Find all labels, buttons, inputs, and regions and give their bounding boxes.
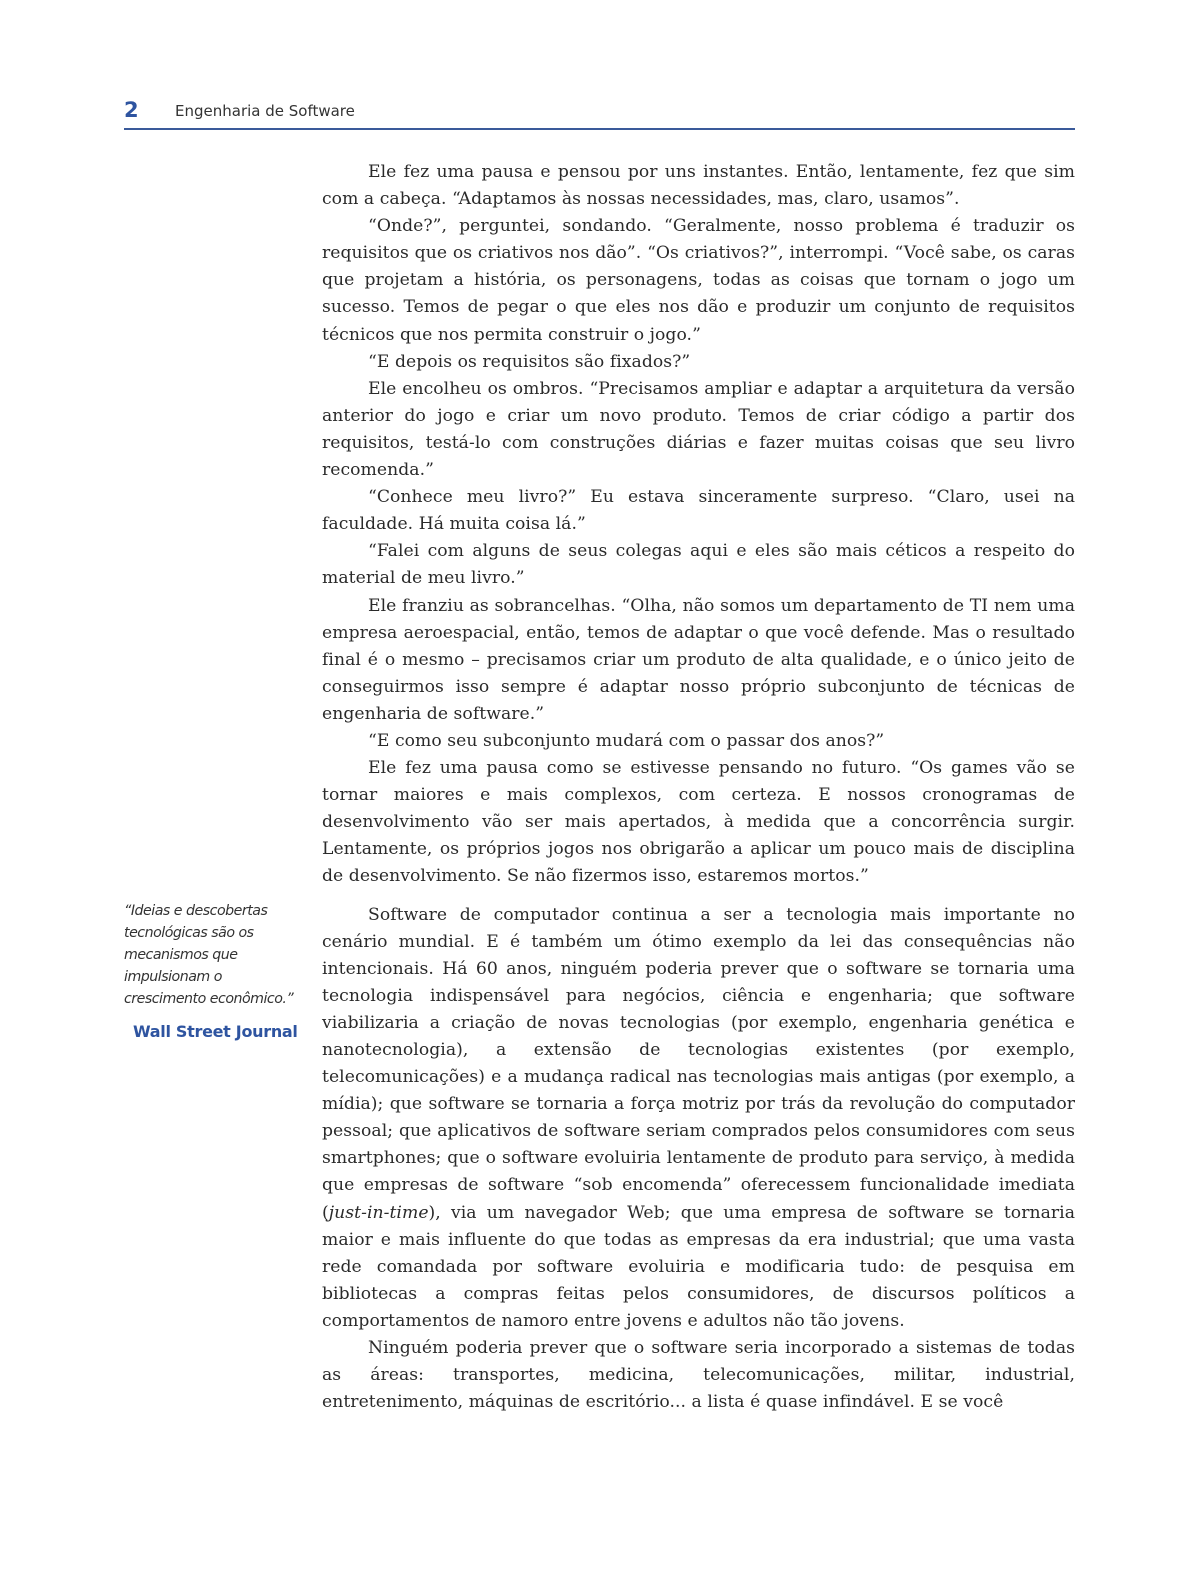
quote-source: Wall Street Journal xyxy=(133,1022,298,1041)
paragraph: “E como seu subconjunto mudará com o passar dos anos?” xyxy=(368,730,885,751)
main-paragraph-text-end: ), via um navegador Web; que uma empresa de software se tornaria maior e mais influente do que todas as empresas da era industrial; que uma vasta rede comandada por software evoluiria e modificaria tudo: de pesquisa em bibliotecas a compras feitas pelos consumidores, de discursos políticos a comportamentos de namoro entre jovens e adultos não tão jovens. xyxy=(322,1202,1075,1331)
paragraph: Ele encolheu os ombros. “Precisamos ampliar e adaptar a arquitetura da versão anterior do jogo e criar um novo produto. Temos de criar código a partir dos requisitos, testá-lo com construções diárias e fazer muitas coisas que seu livro recomenda.” xyxy=(322,378,1075,481)
paragraph: “Falei com alguns de seus colegas aqui e eles são mais céticos a respeito do material de meu livro.” xyxy=(322,541,1075,589)
body-text xyxy=(322,159,1075,1416)
paragraph: Ele franziu as sobrancelhas. “Olha, não somos um departamento de TI nem uma empresa aeroespacial, então, temos de adaptar o que você defende. Mas o resultado final é o mesmo – precisamos criar um produto de alta qualidade, e o único jeito de conseguirmos isso sempre é adaptar nosso próprio subconjunto de técnicas de engenharia de software.” xyxy=(322,595,1075,724)
main-paragraph-text: Software de computador continua a ser a tecnologia mais importante no cenário mundial. E é também um ótimo exemplo da lei das consequências não intencionais. Há 60 anos, ninguém poderia prever que o software se tornaria uma tecnologia indispensável para negócios, ciência e engenharia; que software viabilizaria a criação de novas tecnologias (por exemplo, engenharia genética e nanotecnologia), a extensão de tecnologias existentes (por exemplo, telecomunicações) e a mudança radical nas tecnologias mais antigas (por exemplo, a mídia); que software se tornaria a força motriz por trás da revolução do computador pessoal; que aplicativos de software seriam comprados pelos consumidores com seus smartphones; que o software evoluiria lentamente de produto para serviço, à medida que empresas de software “sob encomenda” oferecessem funcionalidade imediata ( xyxy=(322,904,1075,1223)
paragraph: Ele fez uma pausa e pensou por uns instantes. Então, lentamente, fez que sim com a cabeça. “Adaptamos às nossas necessidades, mas, claro, usamos”. xyxy=(322,162,1075,210)
margin-quote xyxy=(124,900,304,1041)
italic-term: just-in-time xyxy=(328,1202,429,1223)
paragraph: Ele fez uma pausa como se estivesse pensando no futuro. “Os games vão se tornar maiores e mais complexos, com certeza. E nossos cronogramas de desenvolvimento vão ser mais apertados, à medida que a concorrência surgir. Lentamente, os próprios jogos nos obrigarão a aplicar um pouco mais de disciplina de desenvolvimento. Se não fizermos isso, estaremos mortos.” xyxy=(322,758,1075,887)
final-paragraph: Ninguém poderia prever que o software seria incorporado a sistemas de todas as áreas: transportes, medicina, telecomunicações, militar, industrial, entretenimento, máquinas de escritório... a lista é quase infindável. E se você xyxy=(322,1338,1075,1413)
quote-text: “Ideias e descobertas tecnológicas são os mecanismos que impulsionam o crescimento econômico.” xyxy=(124,903,294,1007)
paragraph: “Conhece meu livro?” Eu estava sinceramente surpreso. “Claro, usei na faculdade. Há muita coisa lá.” xyxy=(322,487,1075,535)
main-paragraph xyxy=(322,902,1075,1336)
page-header xyxy=(124,98,1075,130)
paragraph: “E depois os requisitos são fixados?” xyxy=(368,351,691,372)
running-title: Engenharia de Software xyxy=(175,102,355,120)
paragraph: “Onde?”, perguntei, sondando. “Geralmente, nosso problema é traduzir os requisitos que os criativos nos dão”. “Os criativos?”, interrompi. “Você sabe, os caras que projetam a história, os personagens, todas as coisas que tornam o jogo um sucesso. Temos de pegar o que eles nos dão e produzir um conjunto de requisitos técnicos que nos permita construir o jogo.” xyxy=(322,216,1075,345)
page-number: 2 xyxy=(124,98,139,122)
